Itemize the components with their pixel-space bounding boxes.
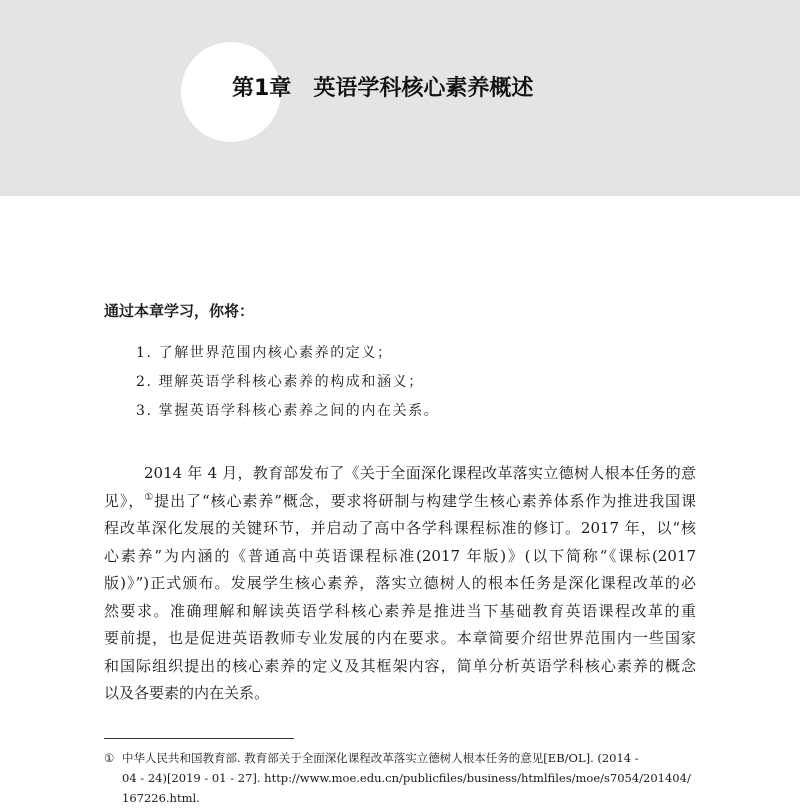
chapter-number: 第1章 (232, 76, 292, 101)
paragraph-line-3: 程改革深化发展的关键环节，并启动了高中各学科课程标准的修订。2017 年，以“核 (104, 519, 696, 537)
paragraph-line-2-start: 见》， (104, 491, 145, 510)
paragraph-line-2 (104, 488, 696, 516)
objective-item-3: 3. 掌握英语学科核心素养之间的内在关系。 (136, 403, 440, 419)
chapter-banner (0, 0, 800, 196)
objectives-list (136, 342, 636, 429)
chapter-title-text: 英语学科核心素养概述 (313, 76, 534, 101)
footnote-marker: ① (104, 751, 115, 765)
paragraph-line-9: 以及各要素的内在关系。 (104, 684, 270, 702)
footnote-reference: ① (144, 491, 155, 503)
paragraph-line-4: 心素养”为内涵的《普通高中英语课程标准(2017 年版)》(以下简称“《课标(2017 (104, 546, 696, 565)
footnote-divider (104, 738, 294, 739)
footnote-line-2: 04 - 24)[2019 - 01 - 27]. http://www.moe.edu.cn/publicfiles/business/htmlfiles/moe/s7054/201404/ (122, 771, 691, 785)
objective-item-2: 2. 理解英语学科核心素养的构成和涵义； (136, 374, 424, 390)
objective-item-1: 1. 了解世界范围内核心素养的定义； (136, 345, 393, 361)
paragraph-line-2-end: 提出了“核心素养”概念，要求将研制与构建学生核心素养体系作为推进我国课 (154, 491, 696, 510)
paragraph-line-8: 和国际组织提出的核心素养的定义及其框架内容，简单分析英语学科核心素养的概念 (104, 656, 696, 675)
footnote-line-1-text: 中华人民共和国教育部. 教育部关于全面深化课程改革落实立德树人根本任务的意见[EB/OL]. (2014 - (122, 751, 639, 765)
paragraph-line-1: 2014 年 4 月，教育部发布了《关于全面深化课程改革落实立德树人根本任务的意 (144, 464, 696, 482)
paragraph-line-6: 然要求。准确理解和解读英语学科核心素养是推进当下基础教育英语课程改革的重 (104, 601, 696, 620)
footnote (104, 748, 696, 808)
body-paragraph (104, 460, 696, 708)
chapter-title (232, 74, 533, 104)
footnote-line-3: 167226.html. (122, 791, 200, 805)
objectives-heading: 通过本章学习，你将： (104, 302, 255, 320)
paragraph-line-5: 版)》”)正式颁布。发展学生核心素养，落实立德树人的根本任务是深化课程改革的必 (104, 574, 696, 592)
paragraph-line-7: 要前提，也是促进英语教师专业发展的内在要求。本章简要介绍世界范围内一些国家 (104, 629, 696, 647)
footnote-line-1 (104, 748, 696, 768)
